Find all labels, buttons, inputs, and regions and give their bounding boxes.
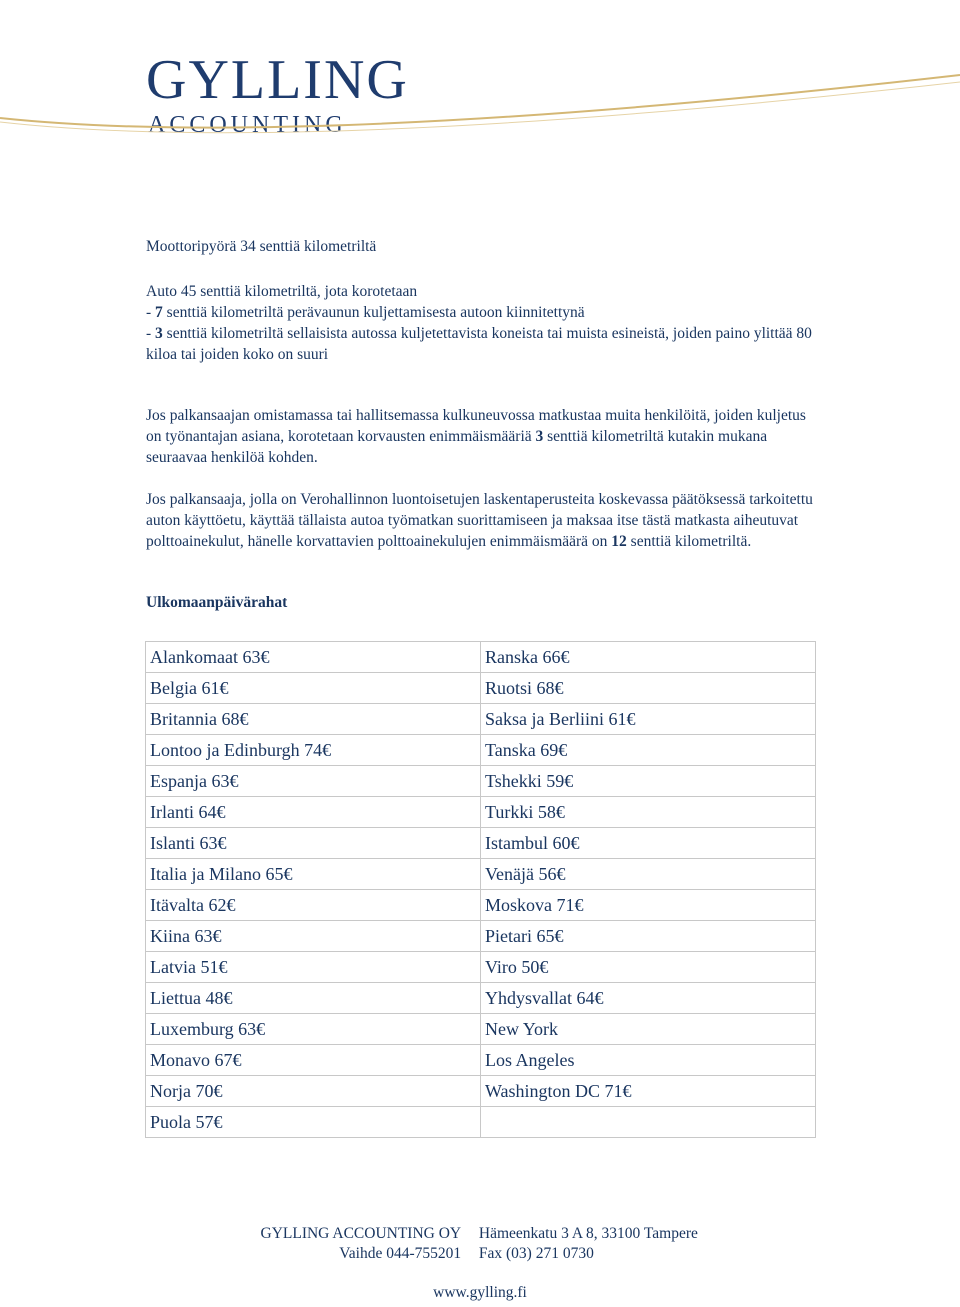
table-cell: Tanska 69€ [481,735,816,766]
table-cell: Luxemburg 63€ [146,1014,481,1045]
table-cell: New York [481,1014,816,1045]
table-cell: Norja 70€ [146,1076,481,1107]
table-cell: Britannia 68€ [146,704,481,735]
table-cell: Monavo 67€ [146,1045,481,1076]
table-cell: Ruotsi 68€ [481,673,816,704]
table-row [146,642,816,673]
footer-phone: Vaihde 044-755201 [339,1245,462,1262]
allowance-table [145,641,816,1138]
table-row [146,952,816,983]
car-line-3: - 3 senttiä kilometriltä sellaisista autossa kuljetettavista koneista tai muista esineistä, joiden paino ylittää 80 kiloa tai joiden koko on suuri [146,325,812,363]
footer-line-1 [0,1225,960,1243]
table-row [146,1045,816,1076]
table-cell: Moskova 71€ [481,890,816,921]
table-cell: Islanti 63€ [146,828,481,859]
car-line-1: Auto 45 senttiä kilometriltä, jota korotetaan [146,283,418,300]
table-cell: Puola 57€ [146,1107,481,1138]
table-cell: Viro 50€ [481,952,816,983]
table-cell: Los Angeles [481,1045,816,1076]
table-cell: Ranska 66€ [481,642,816,673]
footer-address: Hämeenkatu 3 A 8, 33100 Tampere [478,1225,698,1242]
table-row [146,890,816,921]
footer-line-2 [0,1245,960,1263]
table-cell: Espanja 63€ [146,766,481,797]
table-cell: Liettua 48€ [146,983,481,1014]
table-cell: Kiina 63€ [146,921,481,952]
table-row [146,983,816,1014]
footer-website[interactable]: www.gylling.fi [433,1284,527,1301]
table-row [146,921,816,952]
table-cell: Itävalta 62€ [146,890,481,921]
table-row [146,735,816,766]
table-row [146,673,816,704]
table-cell: Yhdysvallat 64€ [481,983,816,1014]
table-cell: Saksa ja Berliini 61€ [481,704,816,735]
paragraph-motorcycle: Moottoripyörä 34 senttiä kilometriltä [146,238,377,255]
table-cell: Tshekki 59€ [481,766,816,797]
paragraph-passengers: Jos palkansaajan omistamassa tai hallitsemassa kulkuneuvossa matkustaa muita henkilöitä, joiden kuljetus on työnantajan asiana, korotetaan korvausten enimmäismääriä 3 senttiä kilometriltä kutakin mukana seuraavaa henkilöä kohden. [146,407,806,466]
table-cell: Pietari 65€ [481,921,816,952]
paragraph-car [146,281,816,365]
table-cell: Washington DC 71€ [481,1076,816,1107]
table-row [146,1014,816,1045]
table-row [146,1107,816,1138]
table-cell [481,1107,816,1138]
table-cell: Belgia 61€ [146,673,481,704]
table-cell: Lontoo ja Edinburgh 74€ [146,735,481,766]
table-cell: Venäjä 56€ [481,859,816,890]
table-cell: Irlanti 64€ [146,797,481,828]
table-cell: Latvia 51€ [146,952,481,983]
car-line-2: - 7 senttiä kilometriltä perävaunun kuljettamisesta autoon kiinnitettynä [146,304,585,321]
table-cell: Italia ja Milano 65€ [146,859,481,890]
table-row [146,859,816,890]
table-cell: Turkki 58€ [481,797,816,828]
logo-subtitle: ACCOUNTING [148,112,347,138]
logo-swoosh-icon [0,0,960,180]
logo-wordmark: GYLLING [146,49,409,111]
section-heading: Ulkomaanpäivärahat [146,594,288,611]
table-cell: Istambul 60€ [481,828,816,859]
paragraph-fuel: Jos palkansaaja, jolla on Verohallinnon luontoisetujen laskentaperusteita koskevassa päätöksessä tarkoitettu auton käyttöetu, käyttää tällaista autoa työmatkan suorittamiseen ja maksaa itse tästä matkasta aiheutuvat polttoainekulut, hänelle korvattavien polttoainekulujen enimmäismäärä on 12 senttiä kilometriltä. [146,491,813,550]
footer-fax: Fax (03) 271 0730 [478,1245,594,1262]
table-row [146,704,816,735]
footer-company: GYLLING ACCOUNTING OY [260,1225,462,1242]
table-row [146,766,816,797]
table-row [146,797,816,828]
table-row [146,1076,816,1107]
table-row [146,828,816,859]
table-cell: Alankomaat 63€ [146,642,481,673]
